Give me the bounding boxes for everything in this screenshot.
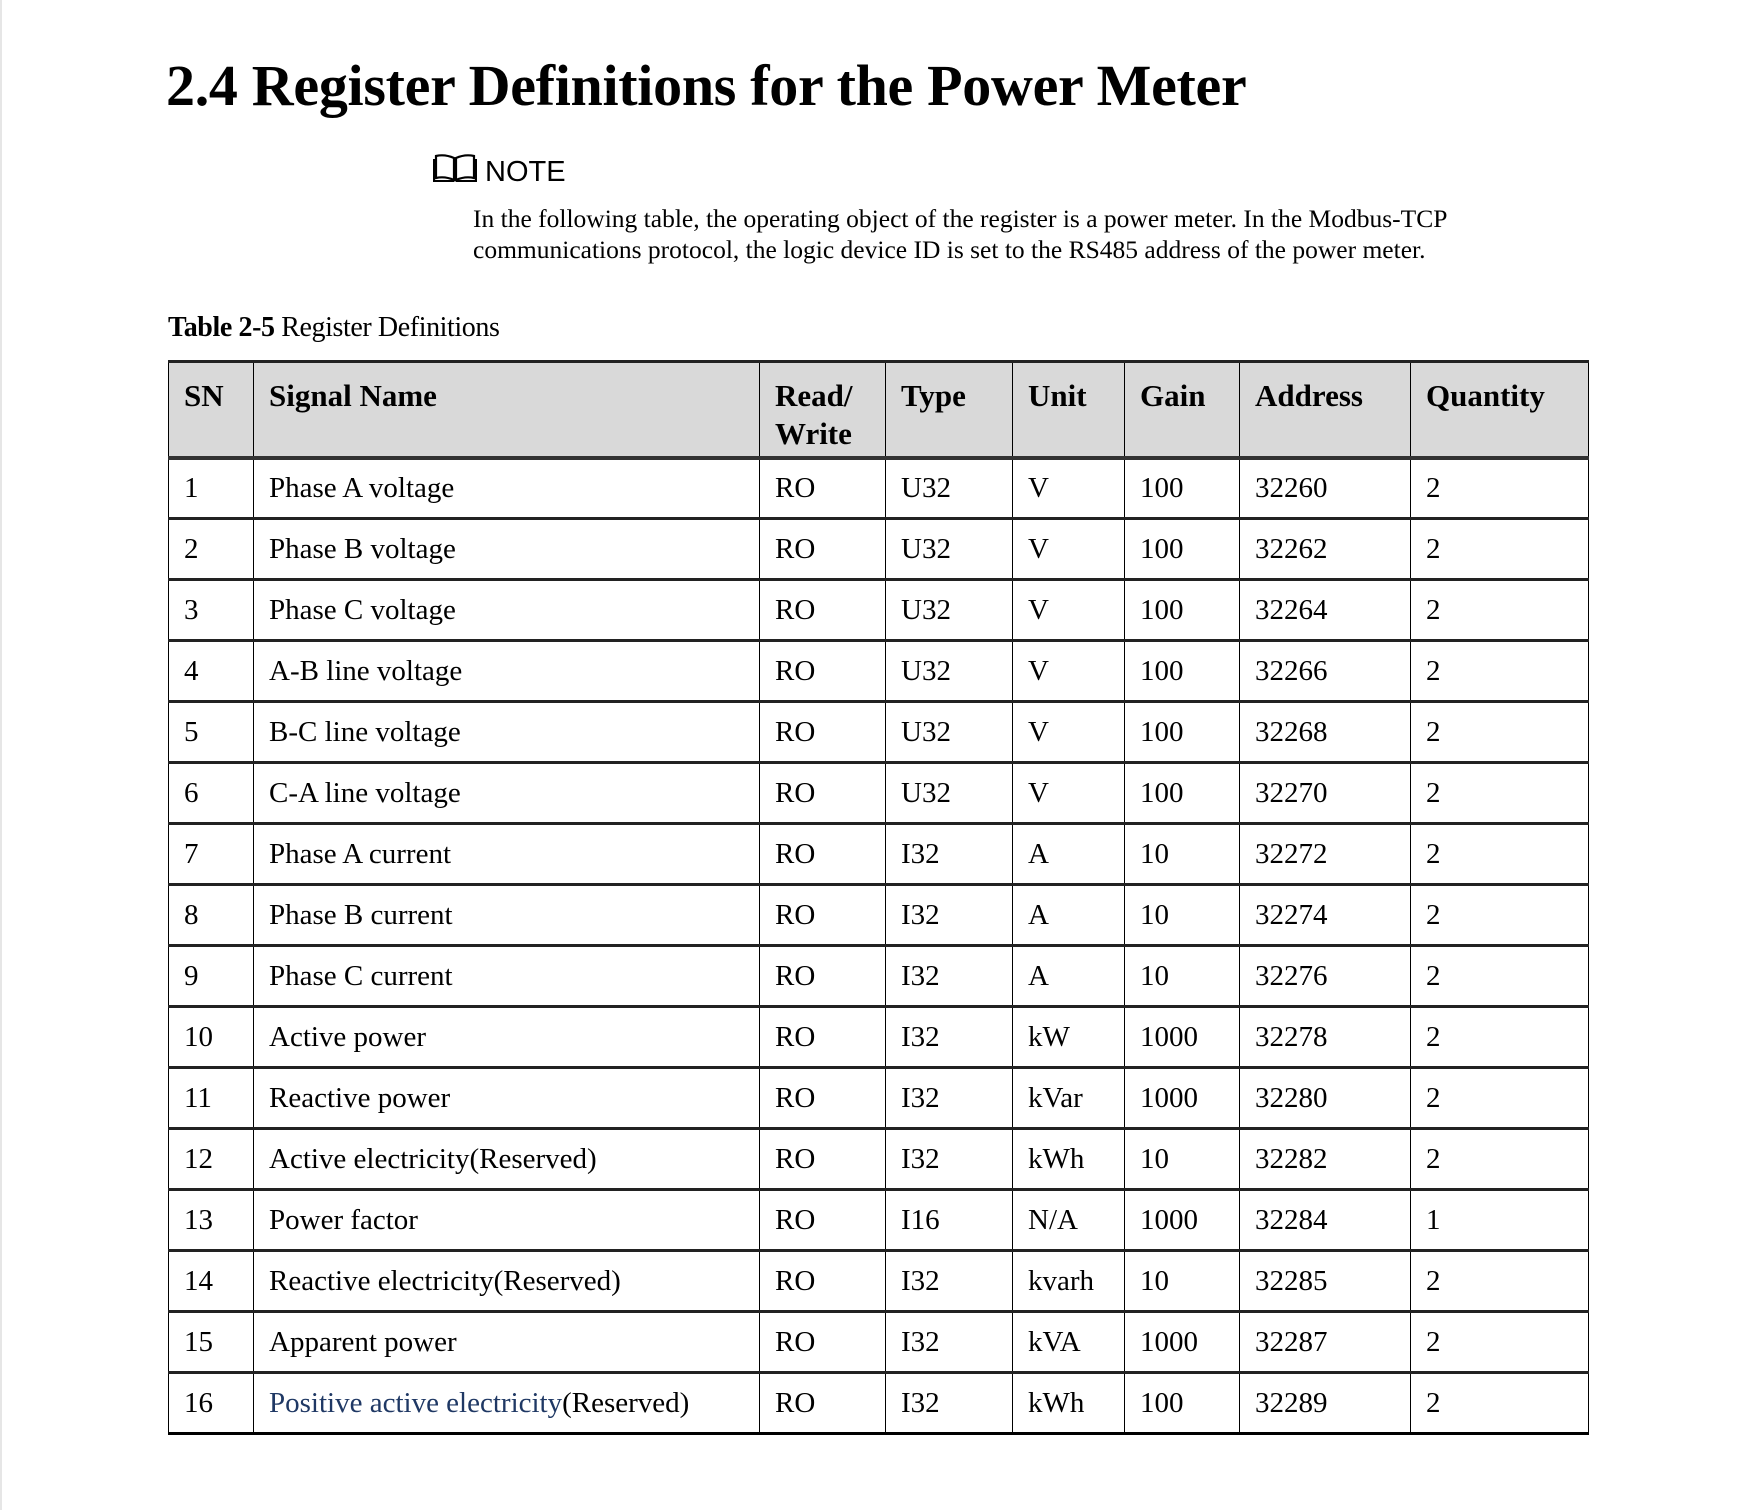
- cell-address: 32289: [1240, 1373, 1411, 1434]
- cell-address: 32285: [1240, 1251, 1411, 1312]
- cell-unit: A: [1013, 824, 1125, 885]
- cell-address: 32270: [1240, 763, 1411, 824]
- cell-sn: 6: [169, 763, 254, 824]
- column-header-signal-name: Signal Name: [254, 362, 760, 458]
- cell-address: 32280: [1240, 1068, 1411, 1129]
- cell-sn: 4: [169, 641, 254, 702]
- note-header: [433, 153, 566, 191]
- cell-type: I32: [886, 1251, 1013, 1312]
- cell-unit: kVA: [1013, 1312, 1125, 1373]
- cell-type: I16: [886, 1190, 1013, 1251]
- cell-gain: 10: [1125, 946, 1240, 1007]
- cell-sn: 7: [169, 824, 254, 885]
- cell-quantity: 2: [1411, 458, 1589, 519]
- column-header-quantity: Quantity: [1411, 362, 1589, 458]
- cell-sn: 3: [169, 580, 254, 641]
- cell-read-write: RO: [760, 1129, 886, 1190]
- cell-unit: V: [1013, 763, 1125, 824]
- cell-address: 32264: [1240, 580, 1411, 641]
- cell-address: 32262: [1240, 519, 1411, 580]
- cell-signal-name: Reactive electricity(Reserved): [254, 1251, 760, 1312]
- column-header-gain: Gain: [1125, 362, 1240, 458]
- table-row: [169, 702, 1589, 763]
- cell-sn: 13: [169, 1190, 254, 1251]
- table-row: [169, 1007, 1589, 1068]
- cell-sn: 15: [169, 1312, 254, 1373]
- cell-address: 32266: [1240, 641, 1411, 702]
- cell-unit: kVar: [1013, 1068, 1125, 1129]
- cell-gain: 100: [1125, 763, 1240, 824]
- table-row: [169, 946, 1589, 1007]
- cell-type: I32: [886, 946, 1013, 1007]
- cell-unit: kWh: [1013, 1129, 1125, 1190]
- cell-gain: 1000: [1125, 1007, 1240, 1068]
- cell-unit: V: [1013, 519, 1125, 580]
- cell-address: 32276: [1240, 946, 1411, 1007]
- cell-quantity: 1: [1411, 1190, 1589, 1251]
- column-header-read-write: Read/ Write: [760, 362, 886, 458]
- cell-type: I32: [886, 1373, 1013, 1434]
- cell-quantity: 2: [1411, 946, 1589, 1007]
- cell-quantity: 2: [1411, 1129, 1589, 1190]
- cell-quantity: 2: [1411, 763, 1589, 824]
- cell-unit: V: [1013, 641, 1125, 702]
- cell-address: 32278: [1240, 1007, 1411, 1068]
- cell-address: 32282: [1240, 1129, 1411, 1190]
- cell-signal-name: Phase A current: [254, 824, 760, 885]
- cell-quantity: 2: [1411, 1312, 1589, 1373]
- cell-gain: 100: [1125, 519, 1240, 580]
- cell-type: U32: [886, 702, 1013, 763]
- cell-address: 32272: [1240, 824, 1411, 885]
- cell-read-write: RO: [760, 1312, 886, 1373]
- cell-read-write: RO: [760, 580, 886, 641]
- cell-address: 32284: [1240, 1190, 1411, 1251]
- cell-sn: 14: [169, 1251, 254, 1312]
- cell-read-write: RO: [760, 824, 886, 885]
- cell-signal-name: Phase A voltage: [254, 458, 760, 519]
- cell-sn: 16: [169, 1373, 254, 1434]
- column-header-address: Address: [1240, 362, 1411, 458]
- cell-type: I32: [886, 1312, 1013, 1373]
- cell-gain: 1000: [1125, 1190, 1240, 1251]
- cell-unit: N/A: [1013, 1190, 1125, 1251]
- table-row: [169, 885, 1589, 946]
- cell-sn: 2: [169, 519, 254, 580]
- cell-signal-name: Active electricity(Reserved): [254, 1129, 760, 1190]
- cell-type: I32: [886, 1068, 1013, 1129]
- table-number: Table 2-5: [168, 312, 275, 343]
- cell-signal-name: Phase C voltage: [254, 580, 760, 641]
- cell-read-write: RO: [760, 458, 886, 519]
- cell-sn: 5: [169, 702, 254, 763]
- cell-signal-name: Phase C current: [254, 946, 760, 1007]
- cell-signal-name: Active power: [254, 1007, 760, 1068]
- cell-signal-name: [254, 1373, 760, 1434]
- cell-quantity: 2: [1411, 580, 1589, 641]
- cell-quantity: 2: [1411, 702, 1589, 763]
- cell-read-write: RO: [760, 946, 886, 1007]
- cell-signal-name: B-C line voltage: [254, 702, 760, 763]
- cell-gain: 10: [1125, 1129, 1240, 1190]
- cell-sn: 9: [169, 946, 254, 1007]
- cell-type: U32: [886, 458, 1013, 519]
- cell-sn: 1: [169, 458, 254, 519]
- table-row: [169, 1373, 1589, 1434]
- cell-read-write: RO: [760, 702, 886, 763]
- table-row: [169, 1129, 1589, 1190]
- note-label: NOTE: [485, 155, 566, 188]
- cell-gain: 100: [1125, 702, 1240, 763]
- cell-signal-name: Apparent power: [254, 1312, 760, 1373]
- register-table: [168, 360, 1589, 1435]
- cell-read-write: RO: [760, 1373, 886, 1434]
- cell-sn: 10: [169, 1007, 254, 1068]
- cell-quantity: 2: [1411, 1251, 1589, 1312]
- cell-gain: 100: [1125, 1373, 1240, 1434]
- cell-read-write: RO: [760, 763, 886, 824]
- cell-read-write: RO: [760, 1190, 886, 1251]
- cell-type: I32: [886, 885, 1013, 946]
- cell-unit: kW: [1013, 1007, 1125, 1068]
- note-text: In the following table, the operating object of the register is a power meter. In the Modbus-TCP communications protocol, the logic device ID is set to the RS485 address of the power meter.: [473, 204, 1447, 264]
- table-caption-text: Register Definitions: [274, 312, 500, 343]
- cell-signal-name: C-A line voltage: [254, 763, 760, 824]
- cell-read-write: RO: [760, 885, 886, 946]
- cell-read-write: RO: [760, 1068, 886, 1129]
- table-caption: [168, 312, 500, 344]
- cell-type: I32: [886, 824, 1013, 885]
- cell-gain: 10: [1125, 1251, 1240, 1312]
- cell-type: I32: [886, 1007, 1013, 1068]
- cell-quantity: 2: [1411, 1373, 1589, 1434]
- cell-type: U32: [886, 519, 1013, 580]
- cell-signal-name: Phase B voltage: [254, 519, 760, 580]
- cell-read-write: RO: [760, 519, 886, 580]
- table-row: [169, 1068, 1589, 1129]
- cell-quantity: 2: [1411, 519, 1589, 580]
- cell-quantity: 2: [1411, 641, 1589, 702]
- cell-gain: 10: [1125, 885, 1240, 946]
- cell-address: 32268: [1240, 702, 1411, 763]
- cell-signal-name: Phase B current: [254, 885, 760, 946]
- cell-gain: 100: [1125, 641, 1240, 702]
- cell-unit: V: [1013, 702, 1125, 763]
- table-row: [169, 1251, 1589, 1312]
- cell-unit: A: [1013, 946, 1125, 1007]
- cell-type: I32: [886, 1129, 1013, 1190]
- table-row: [169, 1312, 1589, 1373]
- signal-name-suffix: (Reserved): [562, 1386, 690, 1419]
- cell-quantity: 2: [1411, 1007, 1589, 1068]
- cell-gain: 100: [1125, 458, 1240, 519]
- cell-unit: kvarh: [1013, 1251, 1125, 1312]
- table-header-row: [169, 362, 1589, 458]
- cell-address: 32287: [1240, 1312, 1411, 1373]
- cell-unit: A: [1013, 885, 1125, 946]
- cell-unit: kWh: [1013, 1373, 1125, 1434]
- cell-address: 32260: [1240, 458, 1411, 519]
- cell-quantity: 2: [1411, 824, 1589, 885]
- cell-read-write: RO: [760, 641, 886, 702]
- cell-signal-name: A-B line voltage: [254, 641, 760, 702]
- table-row: [169, 824, 1589, 885]
- cell-address: 32274: [1240, 885, 1411, 946]
- table-row: [169, 763, 1589, 824]
- cell-read-write: RO: [760, 1007, 886, 1068]
- cell-unit: V: [1013, 458, 1125, 519]
- cell-signal-name: Reactive power: [254, 1068, 760, 1129]
- cell-quantity: 2: [1411, 885, 1589, 946]
- cell-type: U32: [886, 641, 1013, 702]
- signal-name-link: Positive active electricity: [269, 1386, 563, 1419]
- cell-read-write: RO: [760, 1251, 886, 1312]
- table-row: [169, 641, 1589, 702]
- column-header-sn: SN: [169, 362, 254, 458]
- cell-type: U32: [886, 763, 1013, 824]
- cell-quantity: 2: [1411, 1068, 1589, 1129]
- book-icon: [433, 153, 477, 191]
- cell-signal-name: Power factor: [254, 1190, 760, 1251]
- cell-sn: 12: [169, 1129, 254, 1190]
- column-header-type: Type: [886, 362, 1013, 458]
- table-row: [169, 580, 1589, 641]
- cell-sn: 8: [169, 885, 254, 946]
- cell-sn: 11: [169, 1068, 254, 1129]
- cell-gain: 1000: [1125, 1312, 1240, 1373]
- column-header-unit: Unit: [1013, 362, 1125, 458]
- cell-gain: 1000: [1125, 1068, 1240, 1129]
- table-row: [169, 519, 1589, 580]
- cell-gain: 10: [1125, 824, 1240, 885]
- page-title: 2.4 Register Definitions for the Power Meter: [166, 53, 1247, 118]
- cell-gain: 100: [1125, 580, 1240, 641]
- table-row: [169, 1190, 1589, 1251]
- cell-type: U32: [886, 580, 1013, 641]
- cell-unit: V: [1013, 580, 1125, 641]
- table-row: [169, 458, 1589, 519]
